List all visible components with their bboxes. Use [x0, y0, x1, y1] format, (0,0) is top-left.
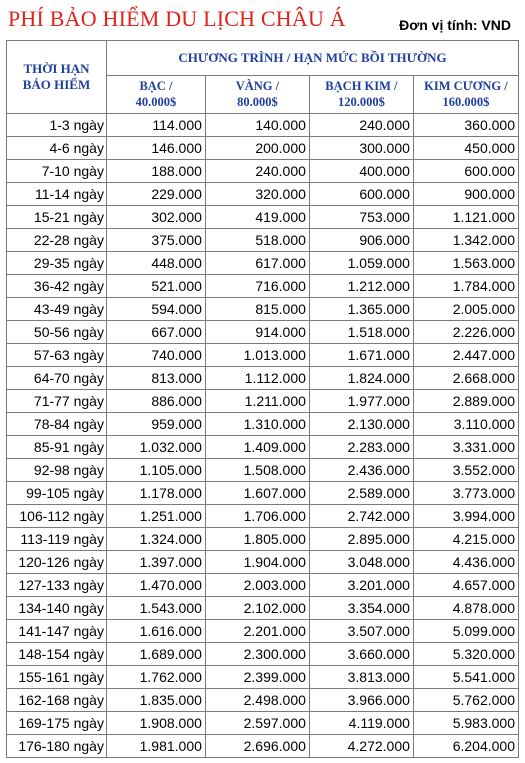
premium-cell: 2.742.000	[309, 505, 413, 528]
premium-cell: 5.320.000	[413, 643, 518, 666]
premium-cell: 1.112.000	[205, 367, 309, 390]
plan-limit: 40.000$	[135, 95, 177, 110]
premium-cell: 5.983.000	[413, 712, 518, 735]
plan-limit: 80.000$	[237, 95, 278, 110]
premium-cell: 1.706.000	[205, 505, 309, 528]
premium-cell: 1.310.000	[205, 413, 309, 436]
plan-name: BẠC /	[139, 79, 173, 94]
duration-cell: 162-168 ngày	[7, 689, 107, 712]
table-row	[7, 551, 519, 574]
premium-cell: 188.000	[106, 160, 205, 183]
premium-cell: 1.059.000	[309, 252, 413, 275]
table-row	[7, 643, 519, 666]
premium-cell: 2.889.000	[413, 390, 518, 413]
plan-group-header: CHƯƠNG TRÌNH / HẠN MỨC BỒI THƯỜNG	[106, 41, 518, 76]
premium-cell: 300.000	[309, 137, 413, 160]
table-row	[7, 620, 519, 643]
duration-cell: 106-112 ngày	[7, 505, 107, 528]
premium-cell: 1.121.000	[413, 206, 518, 229]
premium-cell: 2.589.000	[309, 482, 413, 505]
premium-cell: 2.668.000	[413, 367, 518, 390]
page-title: PHÍ BẢO HIỂM DU LỊCH CHÂU Á	[8, 6, 346, 31]
table-row	[7, 689, 519, 712]
plan-limit: 160.000$	[442, 95, 490, 110]
premium-cell: 600.000	[413, 160, 518, 183]
table-row	[7, 275, 519, 298]
duration-cell: 43-49 ngày	[7, 298, 107, 321]
table-row	[7, 597, 519, 620]
table-row	[7, 137, 519, 160]
premium-cell: 114.000	[106, 114, 205, 137]
premium-cell: 3.048.000	[309, 551, 413, 574]
table-row	[7, 160, 519, 183]
duration-cell: 4-6 ngày	[7, 137, 107, 160]
plan-header-platinum	[309, 75, 413, 113]
premium-cell: 1.105.000	[106, 459, 205, 482]
premium-cell: 2.447.000	[413, 344, 518, 367]
premium-cell: 900.000	[413, 183, 518, 206]
premium-cell: 1.470.000	[106, 574, 205, 597]
premium-cell: 1.981.000	[106, 735, 205, 758]
premium-cell: 3.660.000	[309, 643, 413, 666]
premium-cell: 2.895.000	[309, 528, 413, 551]
premium-table-body	[7, 114, 519, 758]
premium-cell: 2.696.000	[205, 735, 309, 758]
plan-limit: 120.000$	[337, 95, 385, 110]
premium-cell: 1.689.000	[106, 643, 205, 666]
premium-cell: 1.342.000	[413, 229, 518, 252]
premium-cell: 753.000	[309, 206, 413, 229]
table-row	[7, 114, 519, 137]
premium-cell: 360.000	[413, 114, 518, 137]
premium-cell: 400.000	[309, 160, 413, 183]
premium-cell: 1.212.000	[309, 275, 413, 298]
premium-cell: 229.000	[106, 183, 205, 206]
premium-cell: 4.657.000	[413, 574, 518, 597]
premium-cell: 3.507.000	[309, 620, 413, 643]
table-row	[7, 390, 519, 413]
premium-cell: 959.000	[106, 413, 205, 436]
premium-cell: 1.563.000	[413, 252, 518, 275]
premium-cell: 200.000	[205, 137, 309, 160]
premium-cell: 1.908.000	[106, 712, 205, 735]
duration-cell: 57-63 ngày	[7, 344, 107, 367]
premium-cell: 2.005.000	[413, 298, 518, 321]
table-row	[7, 528, 519, 551]
duration-cell: 176-180 ngày	[7, 735, 107, 758]
duration-cell: 15-21 ngày	[7, 206, 107, 229]
premium-cell: 2.102.000	[205, 597, 309, 620]
premium-cell: 1.977.000	[309, 390, 413, 413]
premium-cell: 1.409.000	[205, 436, 309, 459]
premium-cell: 1.032.000	[106, 436, 205, 459]
duration-cell: 22-28 ngày	[7, 229, 107, 252]
premium-cell: 1.324.000	[106, 528, 205, 551]
premium-cell: 1.397.000	[106, 551, 205, 574]
premium-cell: 450.000	[413, 137, 518, 160]
table-row	[7, 252, 519, 275]
duration-cell: 148-154 ngày	[7, 643, 107, 666]
premium-cell: 1.013.000	[205, 344, 309, 367]
premium-cell: 1.616.000	[106, 620, 205, 643]
premium-cell: 302.000	[106, 206, 205, 229]
premium-cell: 1.904.000	[205, 551, 309, 574]
premium-cell: 375.000	[106, 229, 205, 252]
duration-cell: 120-126 ngày	[7, 551, 107, 574]
premium-cell: 1.251.000	[106, 505, 205, 528]
premium-cell: 2.003.000	[205, 574, 309, 597]
premium-cell: 1.543.000	[106, 597, 205, 620]
premium-cell: 146.000	[106, 137, 205, 160]
table-row	[7, 229, 519, 252]
premium-cell: 2.130.000	[309, 413, 413, 436]
table-row	[7, 367, 519, 390]
premium-cell: 1.607.000	[205, 482, 309, 505]
duration-cell: 155-161 ngày	[7, 666, 107, 689]
premium-cell: 4.436.000	[413, 551, 518, 574]
premium-cell: 617.000	[205, 252, 309, 275]
table-row	[7, 459, 519, 482]
duration-cell: 92-98 ngày	[7, 459, 107, 482]
duration-cell: 64-70 ngày	[7, 367, 107, 390]
premium-cell: 1.824.000	[309, 367, 413, 390]
duration-cell: 71-77 ngày	[7, 390, 107, 413]
premium-cell: 716.000	[205, 275, 309, 298]
premium-cell: 740.000	[106, 344, 205, 367]
premium-cell: 4.272.000	[309, 735, 413, 758]
premium-cell: 2.226.000	[413, 321, 518, 344]
premium-cell: 6.204.000	[413, 735, 518, 758]
table-row	[7, 436, 519, 459]
table-row	[7, 413, 519, 436]
premium-cell: 1.518.000	[309, 321, 413, 344]
premium-cell: 3.110.000	[413, 413, 518, 436]
premium-cell: 815.000	[205, 298, 309, 321]
premium-cell: 1.784.000	[413, 275, 518, 298]
premium-cell: 906.000	[309, 229, 413, 252]
premium-cell: 518.000	[205, 229, 309, 252]
duration-cell: 11-14 ngày	[7, 183, 107, 206]
premium-cell: 2.399.000	[205, 666, 309, 689]
premium-cell: 1.762.000	[106, 666, 205, 689]
duration-cell: 50-56 ngày	[7, 321, 107, 344]
duration-header-line2: BẢO HIỂM	[22, 77, 91, 92]
premium-cell: 2.283.000	[309, 436, 413, 459]
premium-cell: 594.000	[106, 298, 205, 321]
premium-cell: 521.000	[106, 275, 205, 298]
premium-cell: 240.000	[309, 114, 413, 137]
table-row	[7, 321, 519, 344]
table-row	[7, 505, 519, 528]
premium-cell: 3.994.000	[413, 505, 518, 528]
duration-cell: 134-140 ngày	[7, 597, 107, 620]
premium-cell: 3.331.000	[413, 436, 518, 459]
premium-cell: 813.000	[106, 367, 205, 390]
plan-header-silver	[106, 75, 205, 113]
premium-cell: 1.365.000	[309, 298, 413, 321]
table-row	[7, 735, 519, 758]
table-row	[7, 183, 519, 206]
premium-cell: 1.211.000	[205, 390, 309, 413]
table-row	[7, 712, 519, 735]
duration-header-line1: THỜI HẠN	[23, 61, 90, 76]
premium-cell: 1.671.000	[309, 344, 413, 367]
premium-cell: 3.773.000	[413, 482, 518, 505]
plan-name: VÀNG /	[235, 79, 280, 94]
premium-cell: 4.215.000	[413, 528, 518, 551]
premium-cell: 419.000	[205, 206, 309, 229]
premium-cell: 2.300.000	[205, 643, 309, 666]
duration-cell: 29-35 ngày	[7, 252, 107, 275]
premium-cell: 5.099.000	[413, 620, 518, 643]
currency-unit-label: Đơn vị tính: VND	[399, 17, 511, 33]
premium-cell: 4.878.000	[413, 597, 518, 620]
plan-name: BẠCH KIM /	[325, 79, 398, 94]
duration-cell: 78-84 ngày	[7, 413, 107, 436]
plan-header-diamond	[413, 75, 518, 113]
premium-table	[6, 40, 519, 758]
premium-cell: 667.000	[106, 321, 205, 344]
table-row	[7, 206, 519, 229]
premium-cell: 240.000	[205, 160, 309, 183]
premium-cell: 320.000	[205, 183, 309, 206]
premium-cell: 886.000	[106, 390, 205, 413]
premium-cell: 1.178.000	[106, 482, 205, 505]
table-row	[7, 574, 519, 597]
premium-cell: 2.597.000	[205, 712, 309, 735]
premium-cell: 1.835.000	[106, 689, 205, 712]
premium-cell: 140.000	[205, 114, 309, 137]
table-row	[7, 482, 519, 505]
table-row	[7, 344, 519, 367]
premium-cell: 600.000	[309, 183, 413, 206]
premium-cell: 1.805.000	[205, 528, 309, 551]
premium-cell: 1.508.000	[205, 459, 309, 482]
duration-cell: 36-42 ngày	[7, 275, 107, 298]
premium-cell: 448.000	[106, 252, 205, 275]
premium-cell: 5.541.000	[413, 666, 518, 689]
premium-cell: 5.762.000	[413, 689, 518, 712]
premium-cell: 4.119.000	[309, 712, 413, 735]
premium-cell: 2.498.000	[205, 689, 309, 712]
premium-cell: 3.201.000	[309, 574, 413, 597]
premium-cell: 3.966.000	[309, 689, 413, 712]
plan-name: KIM CƯƠNG /	[424, 79, 508, 94]
duration-cell: 127-133 ngày	[7, 574, 107, 597]
premium-cell: 3.354.000	[309, 597, 413, 620]
premium-cell: 3.552.000	[413, 459, 518, 482]
premium-cell: 2.436.000	[309, 459, 413, 482]
duration-cell: 7-10 ngày	[7, 160, 107, 183]
premium-cell: 3.813.000	[309, 666, 413, 689]
table-row	[7, 298, 519, 321]
duration-cell: 85-91 ngày	[7, 436, 107, 459]
table-row	[7, 666, 519, 689]
duration-cell: 113-119 ngày	[7, 528, 107, 551]
duration-column-header	[7, 41, 107, 114]
duration-cell: 99-105 ngày	[7, 482, 107, 505]
premium-cell: 2.201.000	[205, 620, 309, 643]
duration-cell: 141-147 ngày	[7, 620, 107, 643]
duration-cell: 169-175 ngày	[7, 712, 107, 735]
duration-cell: 1-3 ngày	[7, 114, 107, 137]
premium-cell: 914.000	[205, 321, 309, 344]
plan-header-gold	[205, 75, 309, 113]
